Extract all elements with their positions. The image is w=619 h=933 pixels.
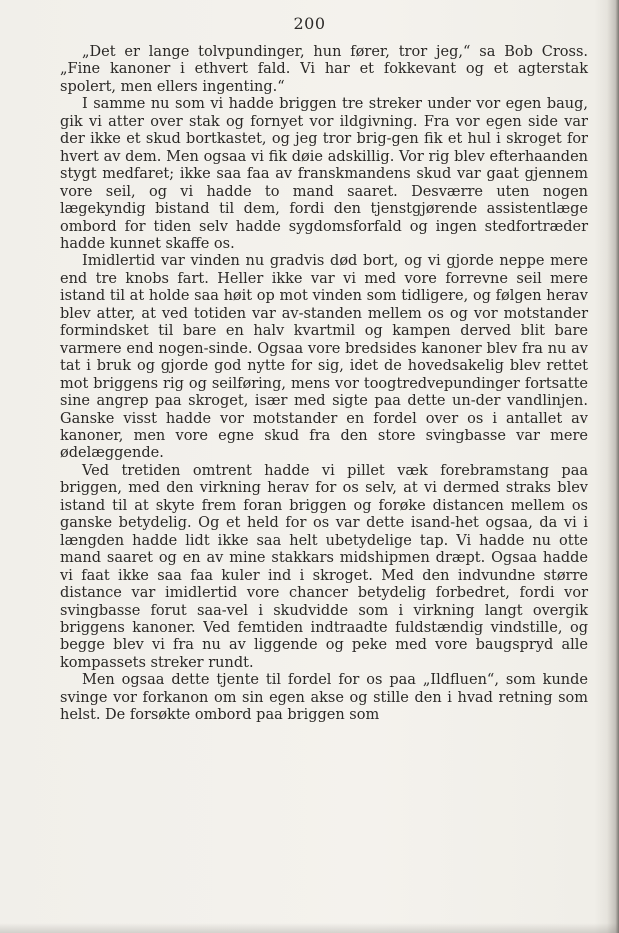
paragraph-1: „Det er lange tolvpundinger, hun fører, tror jeg,“ sa Bob Cross. „Fine kanoner i ethvert fald. Vi har et fokkevant og et agterstak spolert, men ellers ingenting.“ [60,44,588,95]
paragraph-3: Imidlertid var vinden nu gradvis død bort, og vi gjorde neppe mere end tre knobs fart. Heller ikke var vi med vore forrevne seil mere istand til at holde saa høit op mot vinden som tidligere, og følgen herav blev atter, at ved totiden var av-standen mellem os og vor motstander formindsket til bare en halv kvartmil og kampen derved blit bare varmere end nogen-sinde. Ogsaa vore bredsides kanoner blev fra nu av tat i bruk og gjorde god nytte for sig, idet de hovedsakelig blev rettet mot briggens rig og seilføring, mens vor toogtredvepundinger fortsatte sine angrep paa skroget, især med sigte paa dette un-der vandlinjen. Ganske visst hadde vor motstander en fordel over os i antallet av kanoner, men vore egne skud fra den store svingbasse var mere ødelæggende. [60,253,588,462]
paragraph-5: Men ogsaa dette tjente til fordel for os paa „Ildfluen“, som kunde svinge vor forkanon om sin egen akse og stille den i hvad retning som helst. De forsøkte ombord paa briggen som [60,672,588,724]
page-number: 200 [293,14,326,33]
paragraph-2: I samme nu som vi hadde briggen tre streker under vor egen baug, gik vi atter over stak og fornyet vor ildgivning. Fra vor egen side var der ikke et skud bortkastet, og jeg tror brig-gen fik et hul i skroget for hvert av dem. Men ogsaa vi fik døie adskillig. Vor rig blev efterhaanden stygt medfaret; ikke saa faa av franskmandens skud var gaat gjennem vore seil, og vi hadde to mand saaret. Desværre uten nogen lægekyndig bistand til dem, fordi den tjenstgjørende assistentlæge ombord for tiden selv hadde sygdomsforfald og ingen stedfortræder hadde kunnet skaffe os. [60,96,588,252]
page-edge-shadow [607,0,619,933]
page-bottom-shadow [0,923,619,933]
paragraph-4: Ved tretiden omtrent hadde vi pillet væk forebramstang paa briggen, med den virkning herav for os selv, at vi dermed straks blev istand til at skyte frem foran briggen og forøke distancen mellem os ganske betydelig. Og et held for os var dette isand-het ogsaa, da vi i længden hadde lidt ikke saa helt ubetydelige tap. Vi hadde nu otte mand saaret og en av mine stakkars midshipmen dræpt. Ogsaa hadde vi faat ikke saa faa kuler ind i skroget. Med den indvundne større distance var imidlertid vore chancer betydelig forbedret, fordi vor svingbasse forut saa-vel i skudvidde som i virkning langt overgik briggens kanoner. Ved femtiden indtraadte fuldstændig vindstille, og begge blev vi fra nu av liggende og peke med vore baugspryd alle kompassets streker rundt. [60,462,588,671]
body-text [60,44,588,725]
